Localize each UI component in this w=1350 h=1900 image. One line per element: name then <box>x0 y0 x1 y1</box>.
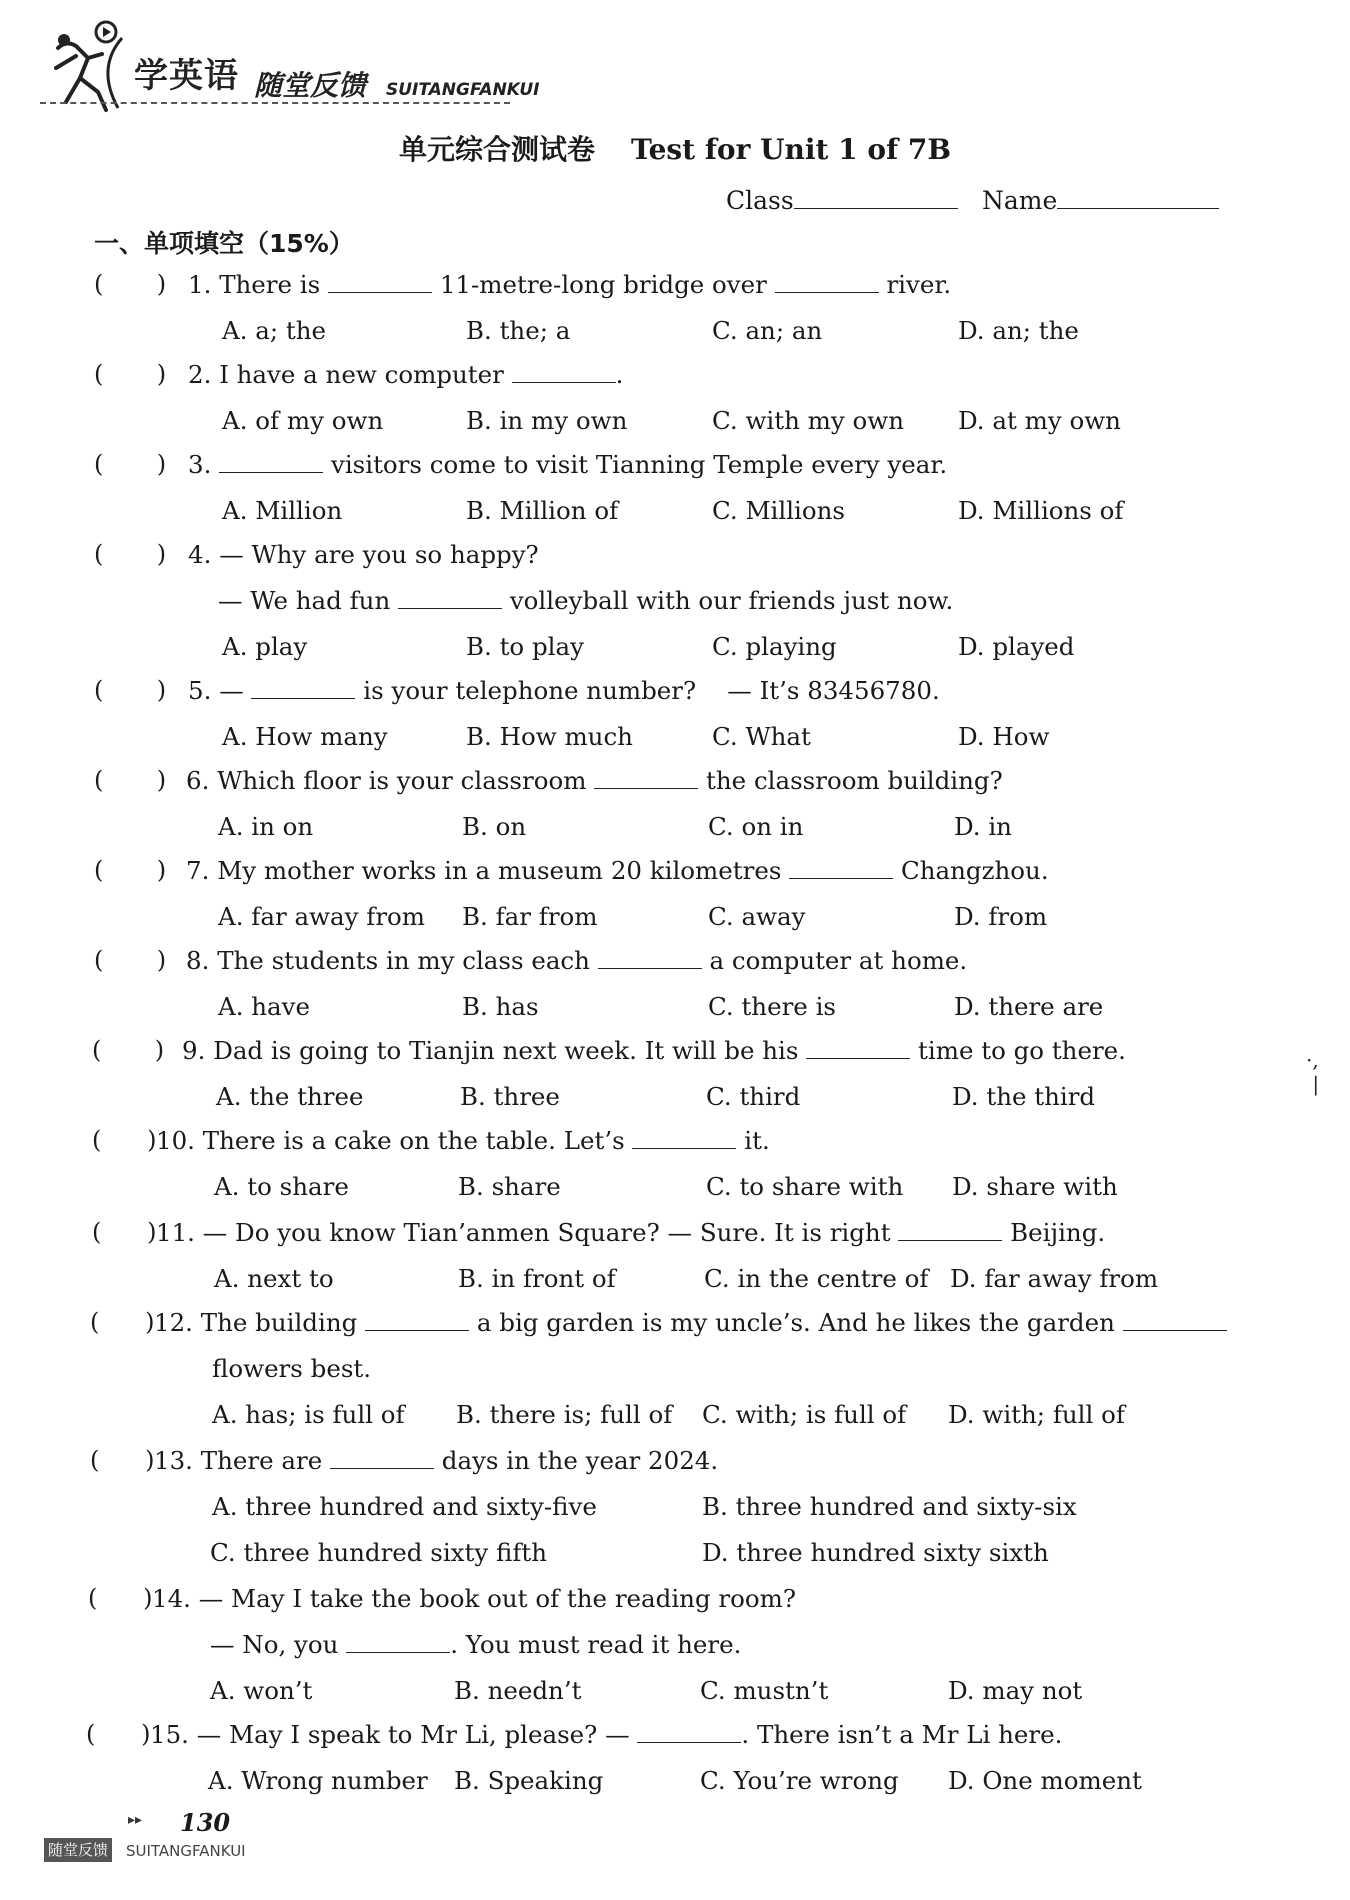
answer-paren[interactable]: ( ) <box>94 856 167 884</box>
brand-subtitle: 随堂反馈 <box>254 69 367 102</box>
answer-blank[interactable] <box>512 360 616 383</box>
option-b[interactable]: B. Speaking <box>454 1766 604 1795</box>
page-number: 130 <box>180 1808 231 1837</box>
class-input-line[interactable] <box>794 182 958 209</box>
answer-paren[interactable]: ( ) <box>90 1308 155 1336</box>
section-title: 一、单项填空（15%） <box>94 229 354 258</box>
question-stem: 5. — is your telephone number? — It’s 83456780. <box>188 676 940 705</box>
answer-blank[interactable] <box>637 1720 741 1743</box>
option-b[interactable]: B. in my own <box>466 406 628 435</box>
answer-blank[interactable] <box>775 270 879 293</box>
question-stem-line2: — We had fun volleyball with our friends just now. <box>218 586 954 615</box>
answer-blank[interactable] <box>806 1036 910 1059</box>
option-d[interactable]: D. there are <box>954 992 1104 1021</box>
answer-paren[interactable]: ( ) <box>92 1126 157 1154</box>
option-c[interactable]: C. playing <box>712 632 837 661</box>
option-d[interactable]: D. far away from <box>950 1264 1159 1293</box>
answer-blank[interactable] <box>594 766 698 789</box>
answer-blank[interactable] <box>346 1630 450 1653</box>
option-a[interactable]: A. the three <box>216 1082 364 1111</box>
name-label: Name <box>982 186 1058 215</box>
answer-paren[interactable]: ( ) <box>94 946 167 974</box>
option-b[interactable]: B. far from <box>462 902 598 931</box>
question-stem: 7. My mother works in a museum 20 kilometres Changzhou. <box>186 856 1049 885</box>
option-a[interactable]: A. Million <box>222 496 343 525</box>
answer-paren[interactable]: ( ) <box>94 270 167 298</box>
question-stem: 2. I have a new computer . <box>188 360 624 389</box>
option-a[interactable]: A. won’t <box>210 1676 313 1705</box>
option-b[interactable]: B. Million of <box>466 496 619 525</box>
option-d[interactable]: D. share with <box>952 1172 1118 1201</box>
answer-paren[interactable]: ( ) <box>86 1720 151 1748</box>
answer-paren[interactable]: ( ) <box>94 360 167 388</box>
option-d[interactable]: D. from <box>954 902 1048 931</box>
option-d[interactable]: D. three hundred sixty sixth <box>702 1538 1049 1567</box>
option-d[interactable]: D. may not <box>948 1676 1083 1705</box>
question-stem-line2: flowers best. <box>212 1354 372 1383</box>
option-b[interactable]: B. three <box>460 1082 560 1111</box>
question-stem: 8. The students in my class each a computer at home. <box>186 946 968 975</box>
question-stem: 11. — Do you know Tian’anmen Square? — Sure. It is right Beijing. <box>156 1218 1106 1247</box>
option-c[interactable]: C. Millions <box>712 496 845 525</box>
option-d[interactable]: D. One moment <box>948 1766 1142 1795</box>
question-stem: 14. — May I take the book out of the reading room? <box>152 1584 797 1613</box>
answer-blank[interactable] <box>1123 1308 1227 1331</box>
question-stem: 9. Dad is going to Tianjin next week. It will be his time to go there. <box>182 1036 1126 1065</box>
option-d[interactable]: D. Millions of <box>958 496 1124 525</box>
option-c[interactable]: C. three hundred sixty fifth <box>210 1538 548 1567</box>
answer-paren[interactable]: ( ) <box>94 540 167 568</box>
question-stem: 1. There is 11-metre-long bridge over river. <box>188 270 952 299</box>
question-stem-line2: — No, you . You must read it here. <box>210 1630 742 1659</box>
option-d[interactable]: D. played <box>958 632 1075 661</box>
option-c[interactable]: C. third <box>706 1082 801 1111</box>
answer-blank[interactable] <box>789 856 893 879</box>
answer-paren[interactable]: ( ) <box>94 676 167 704</box>
option-c[interactable]: C. What <box>712 722 811 751</box>
answer-paren[interactable]: ( ) <box>88 1584 153 1612</box>
question-stem: 12. The building a big garden is my uncle’s. And he likes the garden <box>154 1308 1227 1337</box>
option-a[interactable]: A. play <box>222 632 308 661</box>
answer-paren[interactable]: ( ) <box>94 450 167 478</box>
question-stem: 6. Which floor is your classroom the classroom building? <box>186 766 1003 795</box>
answer-paren[interactable]: ( ) <box>92 1036 165 1064</box>
option-c[interactable]: C. to share with <box>706 1172 904 1201</box>
option-d[interactable]: D. at my own <box>958 406 1121 435</box>
option-b[interactable]: B. there is; full of <box>456 1400 673 1429</box>
class-field[interactable] <box>726 182 958 215</box>
brand-english: SUITANGFANKUI <box>386 80 540 100</box>
option-a[interactable]: A. to share <box>214 1172 349 1201</box>
question-stem: 10. There is a cake on the table. Let’s it. <box>156 1126 770 1155</box>
option-b[interactable]: B. has <box>462 992 539 1021</box>
option-b[interactable]: B. in front of <box>458 1264 616 1293</box>
option-c[interactable]: C. away <box>708 902 806 931</box>
option-d[interactable]: D. in <box>954 812 1012 841</box>
answer-blank[interactable] <box>328 270 432 293</box>
option-c[interactable]: C. an; an <box>712 316 823 345</box>
answer-blank[interactable] <box>251 676 355 699</box>
option-d[interactable]: D. How <box>958 722 1050 751</box>
answer-paren[interactable]: ( ) <box>94 766 167 794</box>
footer-brand-en: SUITANGFANKUI <box>126 1842 246 1860</box>
answer-paren[interactable]: ( ) <box>92 1218 157 1246</box>
option-d[interactable]: D. the third <box>952 1082 1096 1111</box>
answer-blank[interactable] <box>898 1218 1002 1241</box>
option-a[interactable]: A. Wrong number <box>208 1766 428 1795</box>
option-c[interactable]: C. You’re wrong <box>700 1766 899 1795</box>
title-en: Test for Unit 1 of 7B <box>630 133 952 166</box>
answer-blank[interactable] <box>365 1308 469 1331</box>
title-cn: 单元综合测试卷 <box>398 133 595 166</box>
answer-blank[interactable] <box>330 1446 434 1469</box>
option-d[interactable]: D. an; the <box>958 316 1079 345</box>
option-b[interactable]: B. needn’t <box>454 1676 582 1705</box>
option-b[interactable]: B. on <box>462 812 527 841</box>
option-a[interactable]: A. of my own <box>222 406 384 435</box>
option-a[interactable]: A. in on <box>218 812 314 841</box>
page-title <box>0 128 1350 168</box>
option-c[interactable]: C. there is <box>708 992 836 1021</box>
option-a[interactable]: A. three hundred and sixty-five <box>212 1492 597 1521</box>
option-b[interactable]: B. the; a <box>466 316 571 345</box>
class-label: Class <box>726 186 794 215</box>
option-c[interactable]: C. mustn’t <box>700 1676 829 1705</box>
option-c[interactable]: C. with my own <box>712 406 905 435</box>
answer-blank[interactable] <box>632 1126 736 1149</box>
brand-title: 学英语 <box>134 56 239 96</box>
option-a[interactable]: A. far away from <box>218 902 426 931</box>
option-a[interactable]: A. a; the <box>222 316 327 345</box>
answer-paren[interactable]: ( ) <box>90 1446 155 1474</box>
option-a[interactable]: A. next to <box>214 1264 334 1293</box>
option-a[interactable]: A. have <box>218 992 310 1021</box>
option-d[interactable]: D. with; full of <box>948 1400 1125 1429</box>
option-a[interactable]: A. has; is full of <box>212 1400 405 1429</box>
question-stem: 4. — Why are you so happy? <box>188 540 539 569</box>
option-c[interactable]: C. in the centre of <box>704 1264 929 1293</box>
option-b[interactable]: B. share <box>458 1172 561 1201</box>
edge-mark-icon: ·, | <box>1306 1048 1320 1096</box>
option-b[interactable]: B. three hundred and sixty-six <box>702 1492 1077 1521</box>
name-field[interactable] <box>982 182 1219 215</box>
header-divider <box>40 102 510 104</box>
answer-blank[interactable] <box>598 946 702 969</box>
option-a[interactable]: A. How many <box>222 722 388 751</box>
option-c[interactable]: C. on in <box>708 812 804 841</box>
answer-blank[interactable] <box>219 450 323 473</box>
option-c[interactable]: C. with; is full of <box>702 1400 907 1429</box>
option-b[interactable]: B. How much <box>466 722 633 751</box>
question-stem: 15. — May I speak to Mr Li, please? — . There isn’t a Mr Li here. <box>150 1720 1063 1749</box>
option-b[interactable]: B. to play <box>466 632 584 661</box>
question-stem: 13. There are days in the year 2024. <box>154 1446 719 1475</box>
answer-blank[interactable] <box>398 586 502 609</box>
name-input-line[interactable] <box>1057 182 1219 209</box>
arrow-icon: ▸▸ <box>128 1812 143 1828</box>
question-stem: 3. visitors come to visit Tianning Temple every year. <box>188 450 948 479</box>
footer-brand: 随堂反馈 <box>44 1838 112 1862</box>
